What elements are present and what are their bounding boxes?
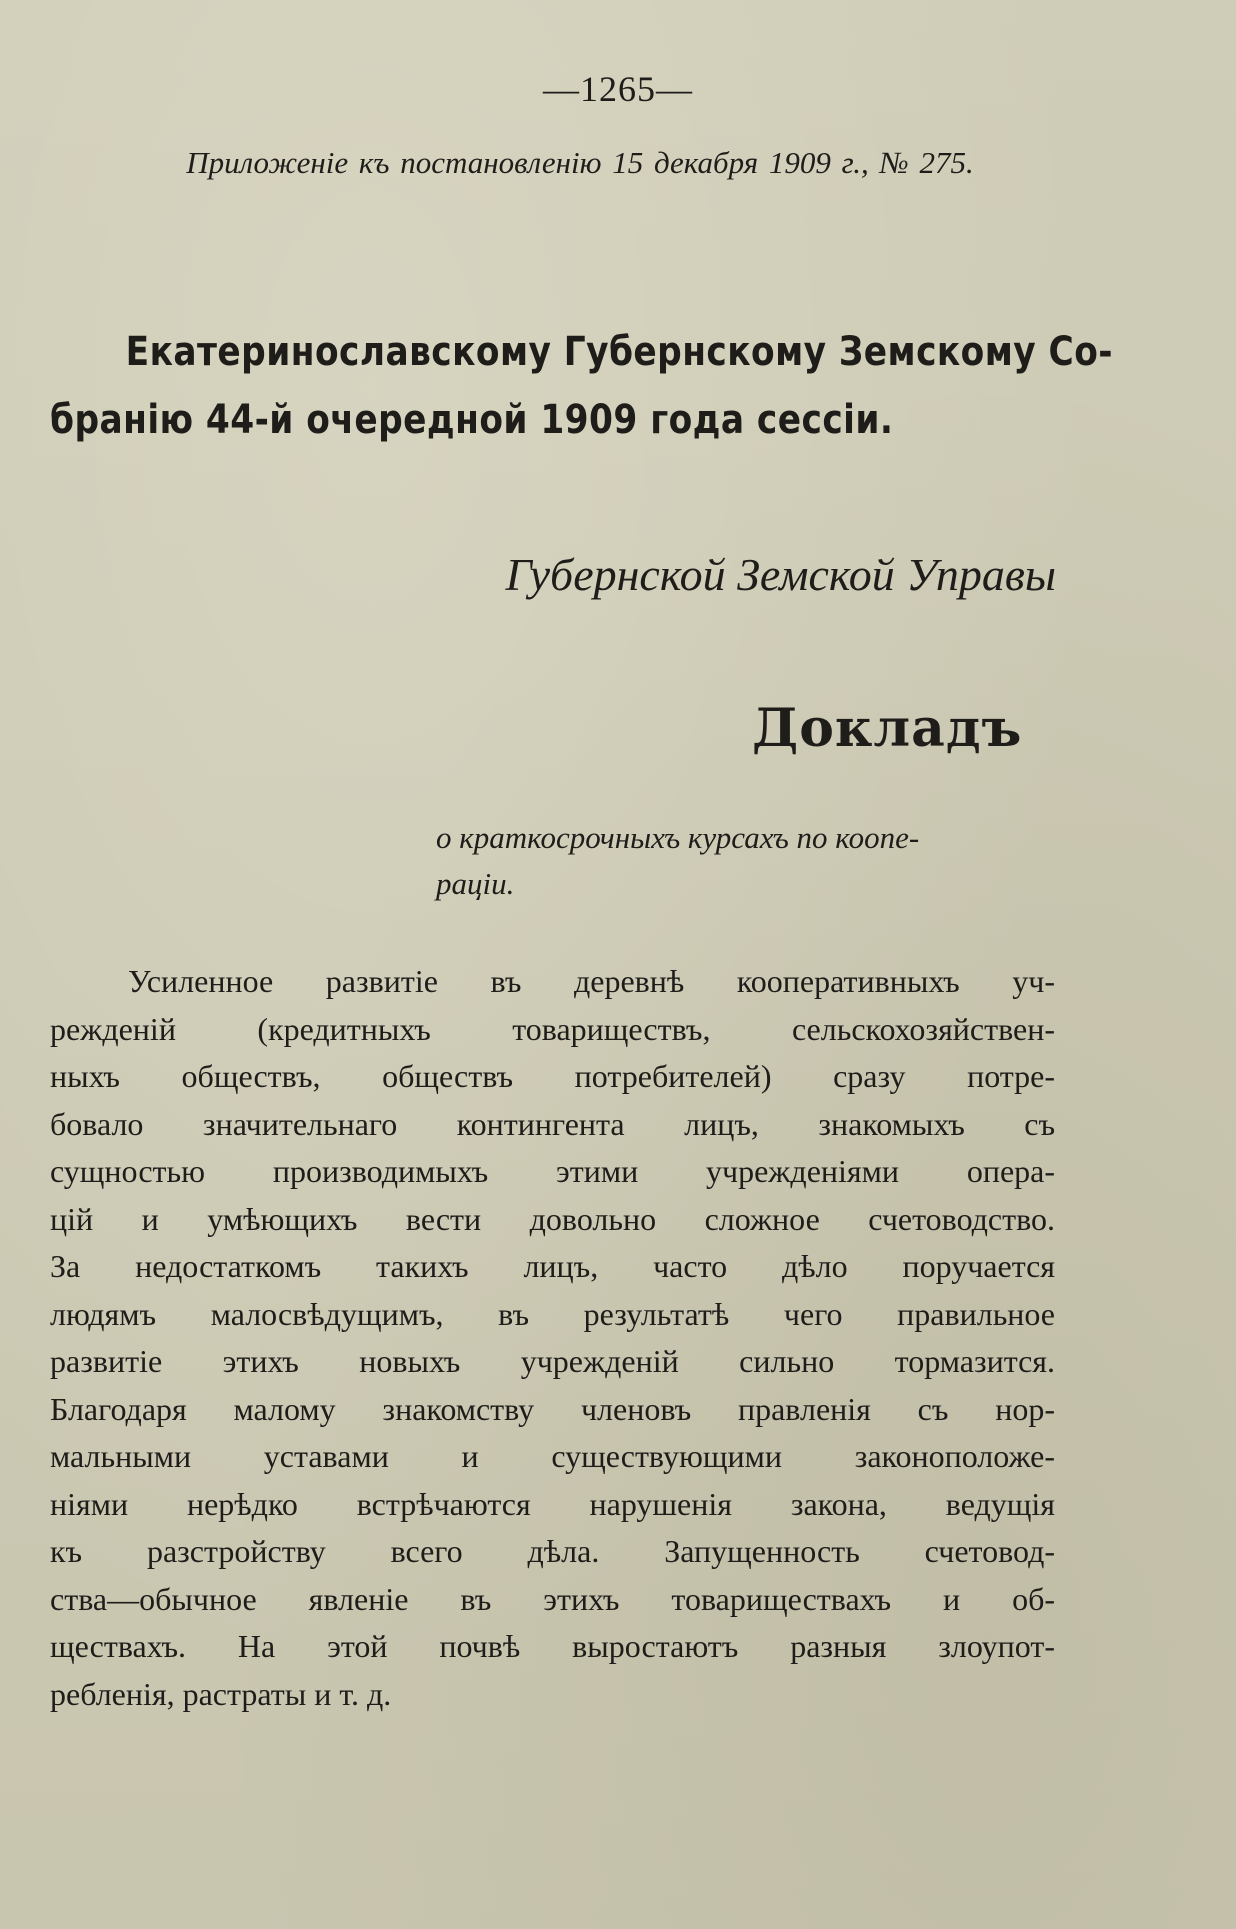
body-line: режденій (кредитныхъ товариществъ, сельскохозяйствен- [50, 1010, 1055, 1047]
body-line: сущностью производимыхъ этими учрежденіями опера- [50, 1153, 1055, 1189]
body-line: За недостаткомъ такихъ лицъ, часто дѣло поручается [50, 1248, 1055, 1284]
subject-heading [436, 815, 1058, 907]
body-line: Усиленное развитіе въ деревнѣ кооперативныхъ уч- [128, 963, 1055, 999]
body-line: ребленія, растраты и т. д. [50, 1675, 392, 1712]
subject-line-2: раціи. [436, 866, 515, 901]
body-paragraph [50, 958, 1055, 1718]
body-line: мальными уставами и существующими законоположе- [50, 1438, 1055, 1474]
subject-line-1: о краткосрочныхъ курсахъ по коопе- [436, 820, 920, 855]
body-line: людямъ малосвѣдущимъ, въ результатѣ чего правильное [50, 1295, 1055, 1332]
addressee-line-2: бранію 44-й очередной 1909 года сессіи. [50, 397, 894, 443]
body-line: къ разстройству всего дѣла. Запущенность счетовод- [50, 1533, 1055, 1569]
body-line: ства—обычное явленіе въ этихъ товариществахъ и об- [50, 1580, 1055, 1617]
appendix-note: Приложеніе къ постановленію 15 декабря 1909 г., № 275. [186, 145, 974, 180]
body-line: ніями нерѣдко встрѣчаются нарушенія закона, ведущія [50, 1485, 1055, 1522]
body-line: цій и умѣющихъ вести довольно сложное счетоводство. [50, 1200, 1055, 1237]
sender-heading: Губернской Земской Управы [505, 549, 1056, 600]
addressee-heading [50, 318, 1114, 454]
body-line: ныхъ обществъ, обществъ потребителей) сразу потре- [50, 1058, 1055, 1094]
addressee-line-1: Екатеринославскому Губернскому Земскому Со- [125, 329, 1114, 375]
page-number: —1265— [543, 69, 693, 109]
body-line: Благодаря малому знакомству членовъ правленія съ нор- [50, 1390, 1055, 1427]
body-line: ществахъ. На этой почвѣ выростаютъ разныя злоупот- [50, 1628, 1055, 1664]
document-title: Докладъ [752, 698, 1023, 759]
body-line: развитіе этихъ новыхъ учрежденій сильно тормазится. [50, 1343, 1055, 1379]
body-line: бовало значительнаго контингента лицъ, знакомыхъ съ [50, 1105, 1055, 1142]
